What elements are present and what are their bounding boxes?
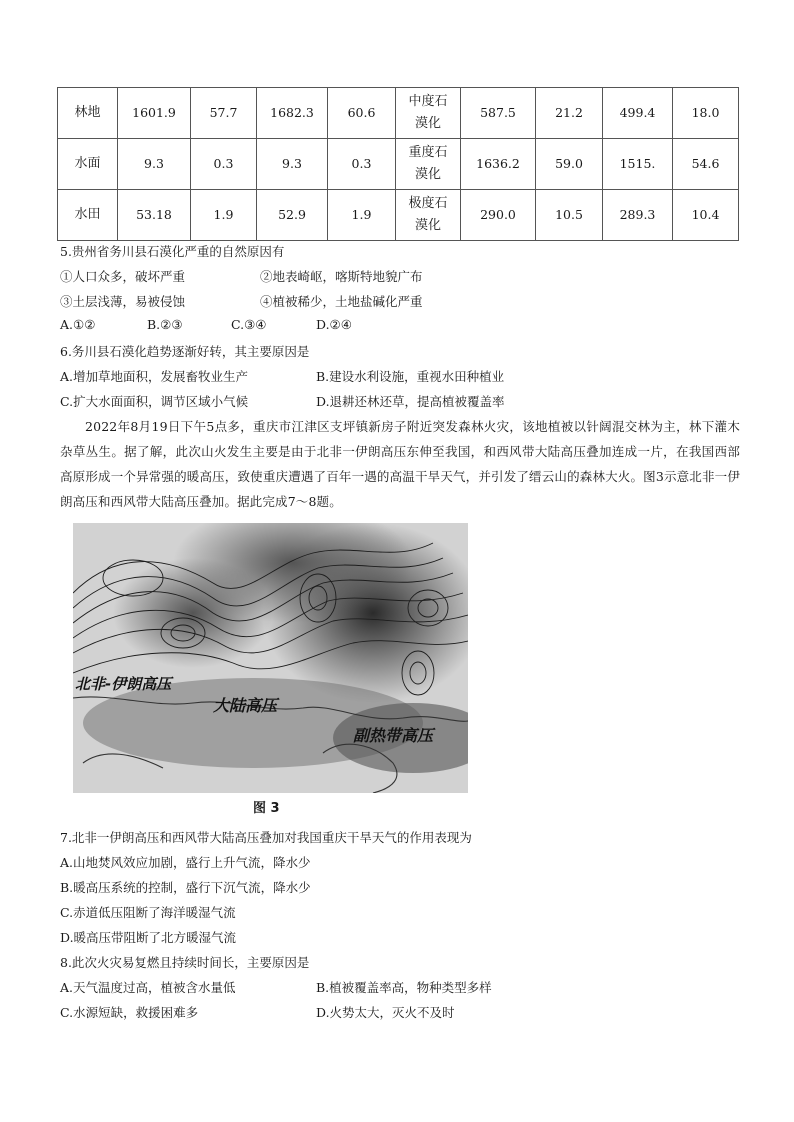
pressure-map-figure: [73, 523, 468, 793]
label-continental-high: 大陆高压: [213, 696, 278, 715]
table-cell: 289.3: [603, 190, 673, 241]
table-row: [58, 190, 739, 241]
q6-option-d: D.退耕还林还草，提高植被覆盖率: [316, 394, 505, 409]
q7-option-a: A.山地焚风效应加剧，盛行上升气流，降水少: [60, 855, 311, 870]
table-cell: 1515.: [603, 139, 673, 190]
table-cell: 53.18: [118, 190, 191, 241]
table-cell: 极度石 漠化: [396, 190, 461, 241]
q6-option-a: A.增加草地面积，发展畜牧业生产: [60, 369, 249, 384]
q8-option-d: D.火势太大，灭火不及时: [316, 1005, 455, 1020]
q5-statement-2: ②地表崎岖，喀斯特地貌广布: [260, 269, 423, 284]
table-cell: 1.9: [328, 190, 396, 241]
q7-option-d: D.暖高压带阻断了北方暖湿气流: [60, 930, 237, 945]
table-row: [58, 88, 739, 139]
q8-stem: 8.此次火灾易复燃且持续时间长，主要原因是: [60, 955, 310, 970]
label-north-africa-iran-high: 北非-伊朗高压: [75, 675, 172, 693]
land-use-table: [57, 87, 739, 241]
q8-option-a: A.天气温度过高，植被含水量低: [60, 980, 236, 995]
table-cell: 52.9: [257, 190, 328, 241]
table-cell: 水田: [58, 190, 118, 241]
passage-text: 2022年8月19日下午5点多，重庆市江津区支坪镇新房子附近突发森林火灾，该地植被以针阔混交林为主，林下灌木杂草丛生。据了解，此次山火发生主要是由于北非一伊朗高压东伸至我国，和西风带大陆高压叠加连成一片，在我国西部高原形成一个异常强的暖高压，致使重庆遭遇了百年一遇的高温干旱天气，并引发了缙云山的森林大火。图3示意北非一伊朗高压和西风带大陆高压叠加。据此完成7～8题。: [60, 419, 740, 509]
table-cell: 林地: [58, 88, 118, 139]
table-cell: 0.3: [328, 139, 396, 190]
q5-option-c: C.③④: [231, 317, 267, 332]
q7-option-b: B.暖高压系统的控制，盛行下沉气流，降水少: [60, 880, 311, 895]
q8-option-c: C.水源短缺，救援困难多: [60, 1005, 199, 1020]
table-cell: 21.2: [536, 88, 603, 139]
q5-statement-4: ④植被稀少，土地盐碱化严重: [260, 294, 423, 309]
q5-statement-3: ③土层浅薄，易被侵蚀: [60, 294, 186, 309]
table-cell: 0.3: [191, 139, 257, 190]
q6-option-b: B.建设水利设施，重视水田种植业: [316, 369, 505, 384]
q8-option-b: B.植被覆盖率高，物种类型多样: [316, 980, 492, 995]
q5-statement-1: ①人口众多，破坏严重: [60, 269, 186, 284]
table-cell: 1682.3: [257, 88, 328, 139]
table-cell: 18.0: [673, 88, 739, 139]
label-subtropical-high: 副热带高压: [353, 726, 434, 745]
q5-option-a: A.①②: [60, 317, 96, 332]
table-row: [58, 139, 739, 190]
table-cell: 60.6: [328, 88, 396, 139]
figure-caption: 图 3: [253, 801, 280, 816]
table-cell: 重度石 漠化: [396, 139, 461, 190]
pressure-map-drawing: [73, 523, 468, 793]
q6-option-c: C.扩大水面面积，调节区域小气候: [60, 394, 249, 409]
table-cell: 1636.2: [461, 139, 536, 190]
q7-stem: 7.北非一伊朗高压和西风带大陆高压叠加对我国重庆干旱天气的作用表现为: [60, 830, 472, 845]
q5-option-d: D.②④: [316, 317, 352, 332]
table-cell: 10.5: [536, 190, 603, 241]
q6-stem: 6.务川县石漠化趋势逐渐好转，其主要原因是: [60, 344, 310, 359]
table-cell: 水面: [58, 139, 118, 190]
table-cell: 57.7: [191, 88, 257, 139]
q7-option-c: C.赤道低压阻断了海洋暖湿气流: [60, 905, 236, 920]
table-cell: 1601.9: [118, 88, 191, 139]
table-cell: 587.5: [461, 88, 536, 139]
table-cell: 1.9: [191, 190, 257, 241]
table-cell: 9.3: [118, 139, 191, 190]
table-cell: 54.6: [673, 139, 739, 190]
table-cell: 中度石 漠化: [396, 88, 461, 139]
table-cell: 9.3: [257, 139, 328, 190]
q5-option-b: B.②③: [147, 317, 183, 332]
table-cell: 10.4: [673, 190, 739, 241]
table-cell: 499.4: [603, 88, 673, 139]
q5-stem: 5.贵州省务川县石漠化严重的自然原因有: [60, 244, 285, 259]
table-cell: 290.0: [461, 190, 536, 241]
table-cell: 59.0: [536, 139, 603, 190]
